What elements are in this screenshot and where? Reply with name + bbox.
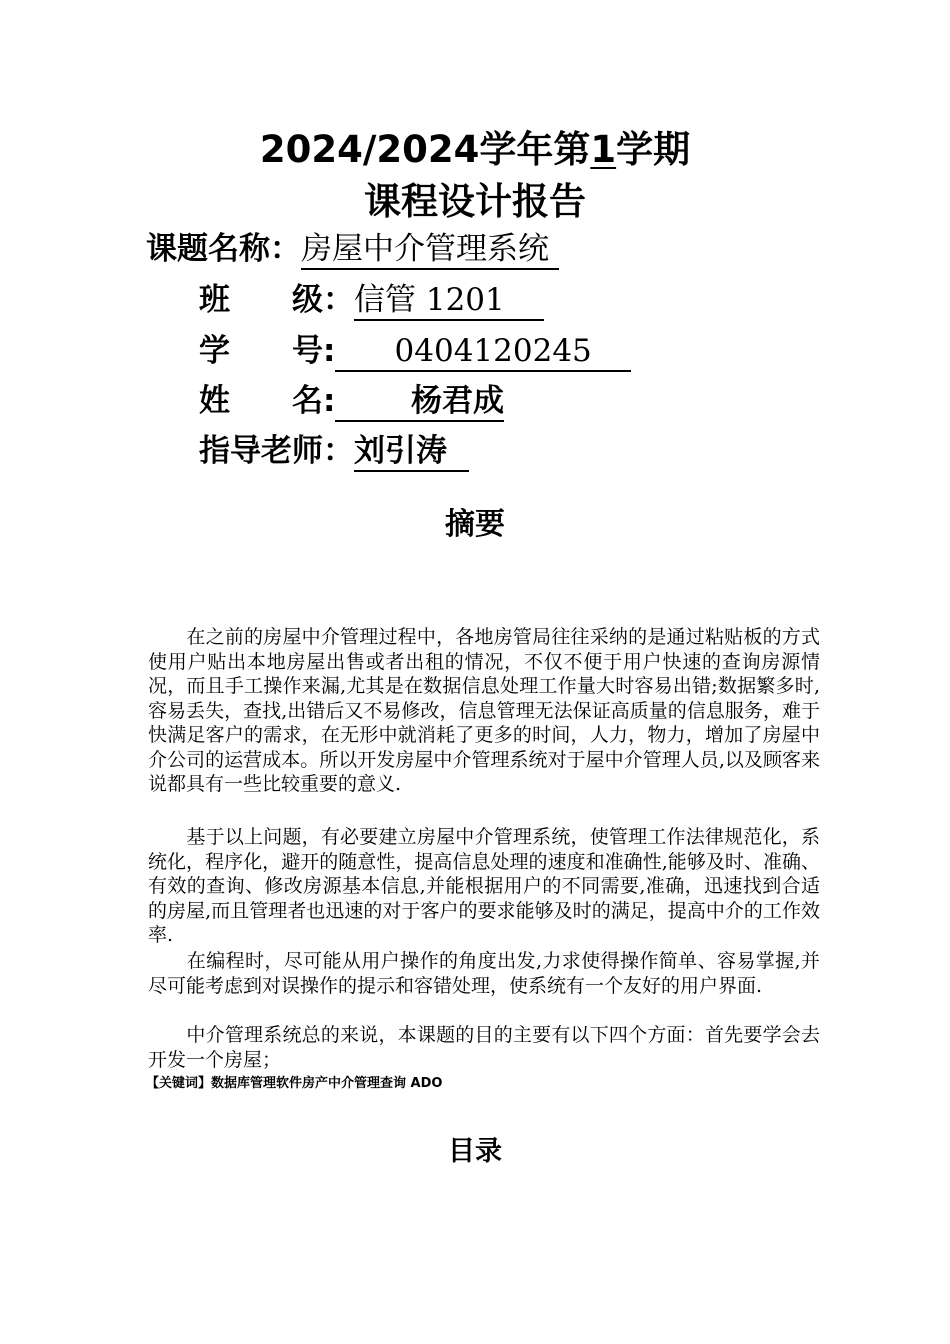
topic-value: 房屋中介管理系统 (301, 231, 559, 270)
term-number: 1 (590, 128, 617, 171)
abstract-paragraph: 基于以上问题，有必要建立房屋中介管理系统，使管理工作法律规范化，系统化，程序化，避开的随意性，提高信息处理的速度和准确性,能够及时、准确、有效的查询、修改房源基本信息,并能根据用户的不同需要,准确，迅速找到合适的房屋,而且管理者也迅速的对于客户的要求能够及时的满足，提高中介的工作效率. (148, 826, 820, 946)
toc-heading: 目录 (448, 1136, 502, 1167)
field-name (199, 381, 504, 422)
name-label: 姓 名: (199, 383, 336, 419)
class-label: 班 级： (199, 282, 354, 318)
abstract-paragraph: 在编程时，尽可能从用户操作的角度出发,力求使得操作简单、容易掌握,并尽可能考虑到对误操作的提示和容错处理，使系统有一个友好的用户界面. (148, 950, 820, 997)
name-value: 杨君成 (335, 383, 504, 422)
field-student-id (199, 331, 631, 372)
class-value: 信管 1201 (354, 282, 544, 321)
student-id-value: 0404120245 (335, 333, 631, 372)
advisor-value: 刘引涛 (354, 433, 469, 472)
keywords-line: 【关键词】数据库管理软件房产中介管理查询 ADO (146, 1076, 443, 1091)
term-year-prefix: 2024/2024学年第 (259, 128, 591, 171)
field-class (199, 280, 544, 321)
abstract-paragraph: 中介管理系统总的来说，本课题的目的主要有以下四个方面：首先要学会去开发一个房屋； (148, 1024, 820, 1071)
abstract-heading: 摘要 (445, 507, 505, 542)
field-advisor (199, 431, 469, 472)
field-topic (146, 229, 559, 270)
term-title (0, 128, 950, 172)
report-title: 课程设计报告 (364, 180, 586, 223)
term-suffix: 学期 (616, 128, 691, 171)
abstract-paragraph: 在之前的房屋中介管理过程中，各地房管局往往采纳的是通过粘贴板的方式使用户贴出本地房屋出售或者出租的情况，不仅不便于用户快速的查询房源情况，而且手工操作来漏,尤其是在数据信息处理工作量大时容易出错;数据繁多时,容易丢失，查找,出错后又不易修改，信息管理无法保证高质量的信息服务，难于快满足客户的需求，在无形中就消耗了更多的时间，人力，物力，增加了房屋中介公司的运营成本。所以开发房屋中介管理系统对于屋中介管理人员,以及顾客来说都具有一些比较重要的意义. (148, 626, 820, 795)
advisor-label: 指导老师： (199, 433, 354, 469)
student-id-label: 学 号: (199, 333, 336, 369)
topic-label: 课题名称： (146, 231, 301, 267)
